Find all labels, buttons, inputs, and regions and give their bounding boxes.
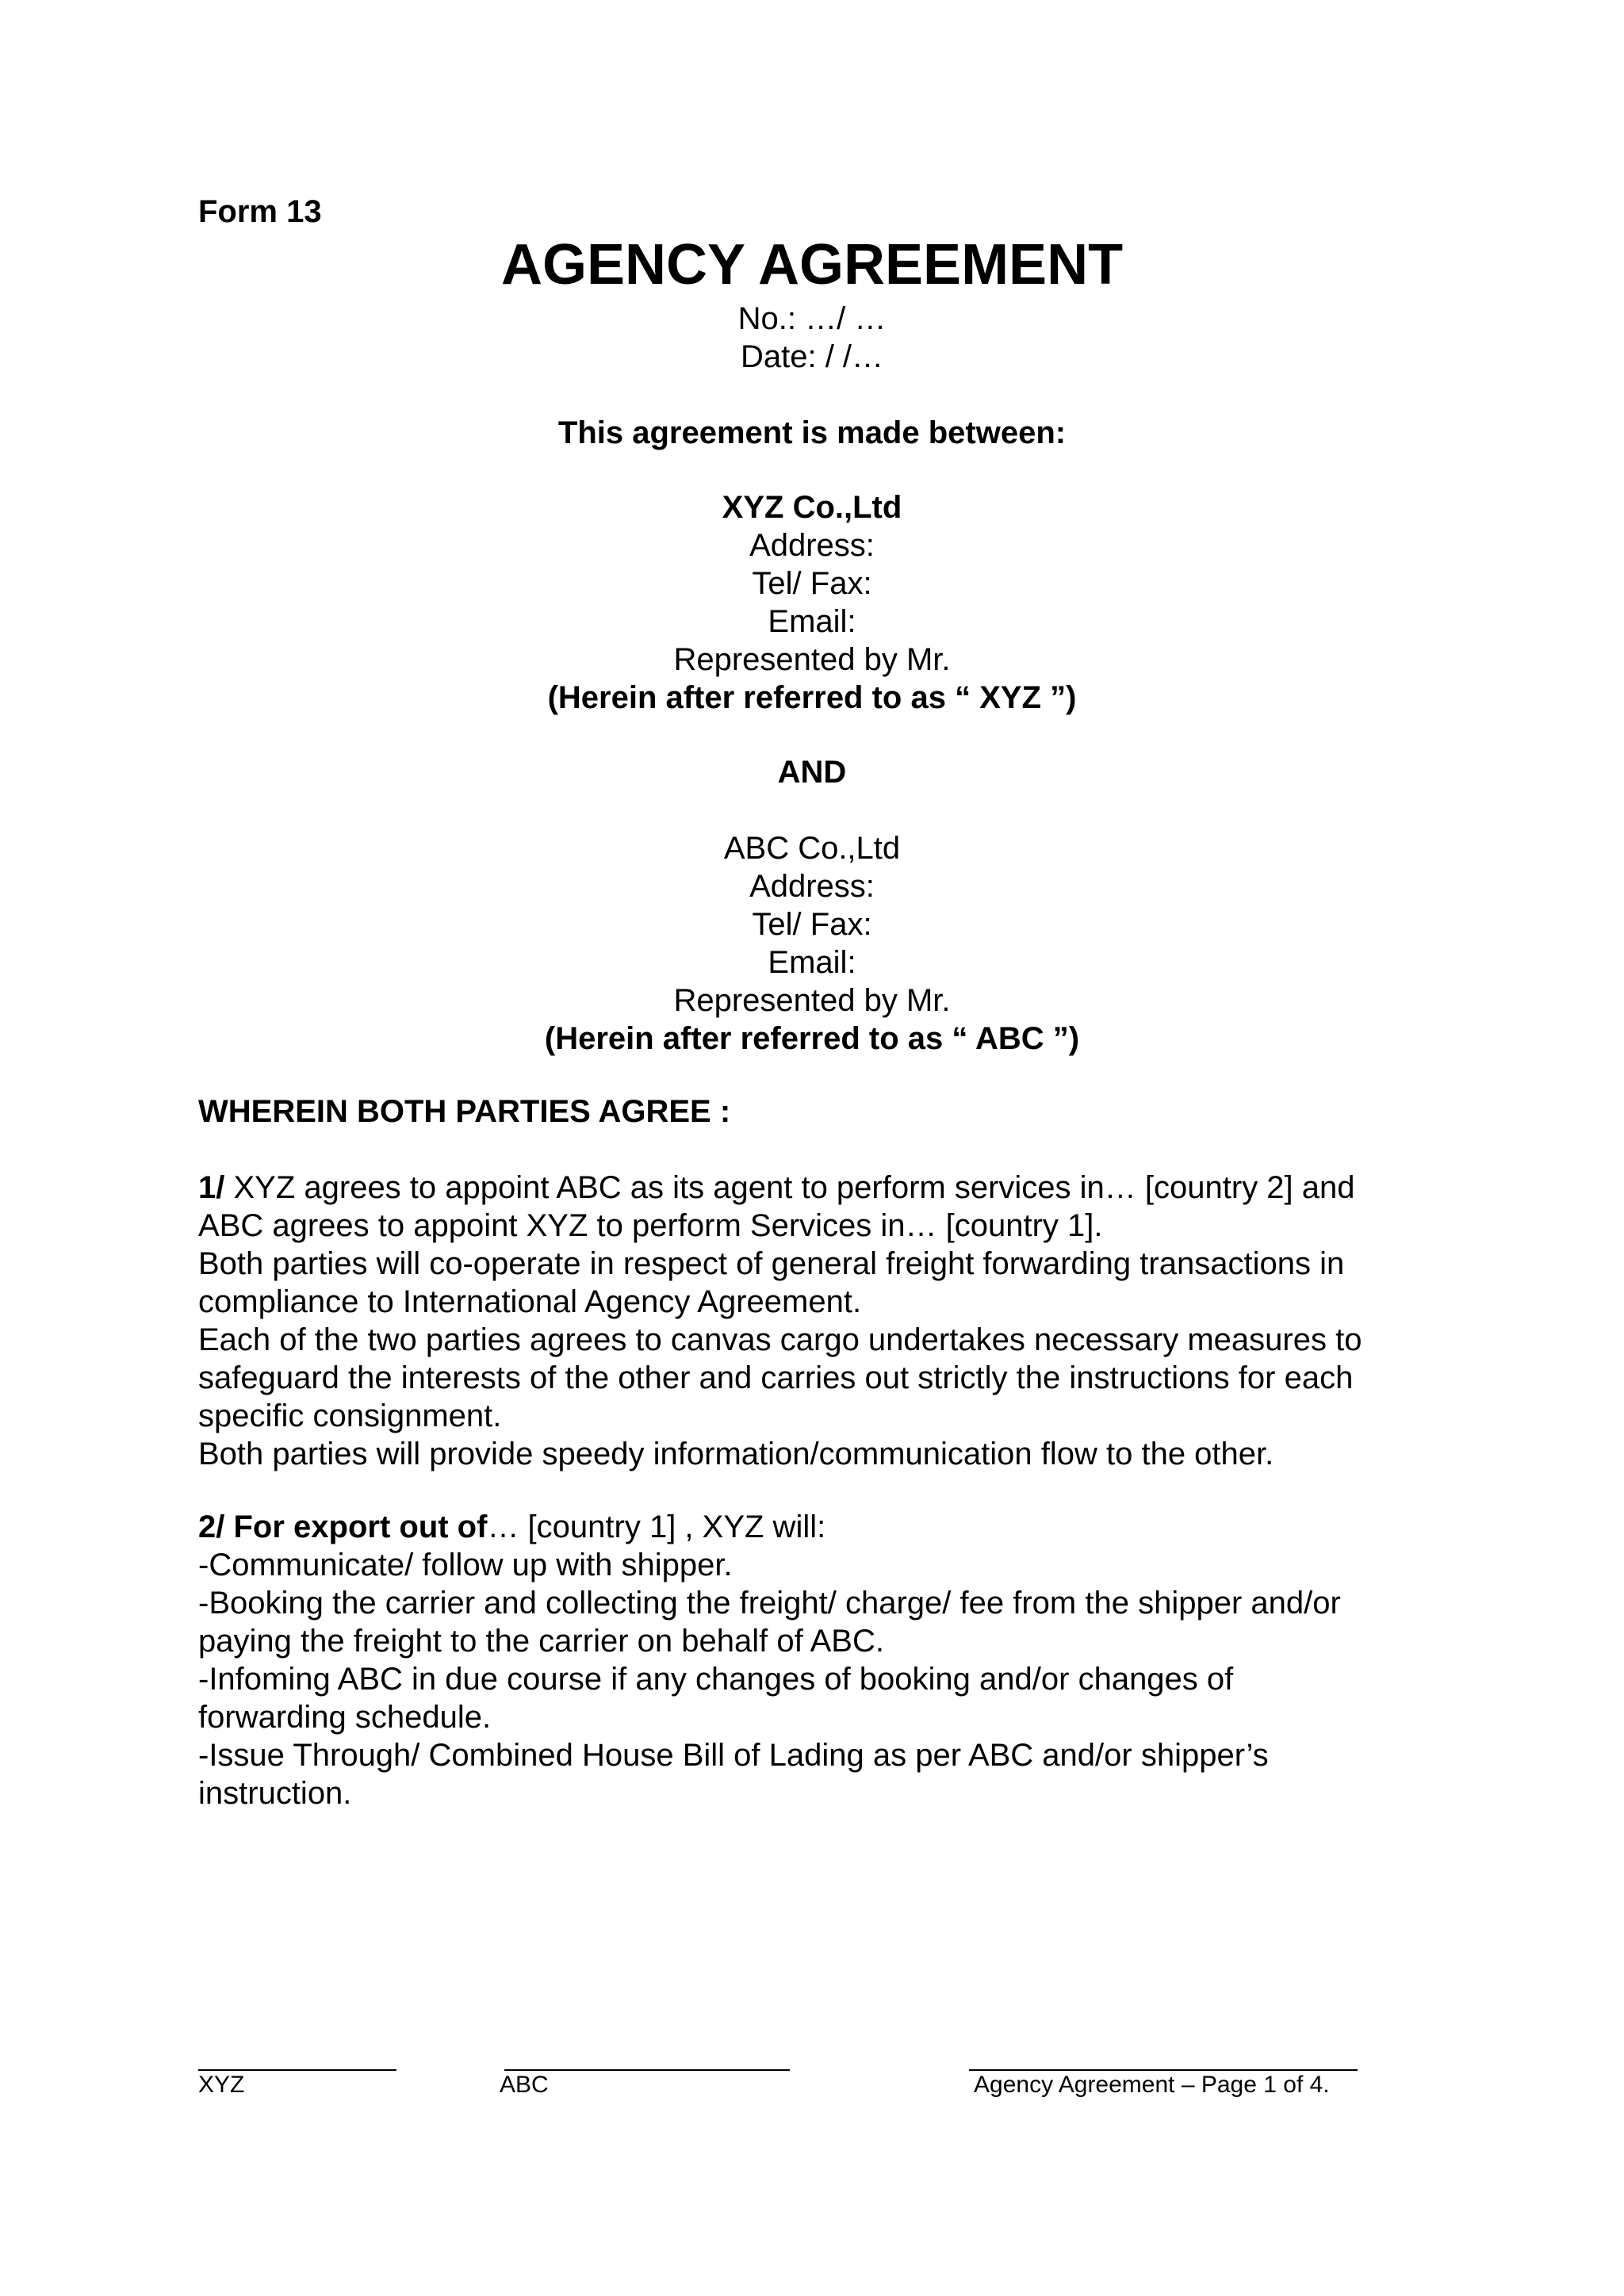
form-label: Form 13: [198, 194, 322, 229]
agreement-number: No.: …/ …: [737, 301, 887, 336]
clause-1: [198, 1169, 1435, 1473]
party-abc-referred: (Herein after referred to as “ ABC ”): [544, 1021, 1080, 1056]
clause-2-heading-rest: … [country 1] , XYZ will:: [487, 1510, 826, 1544]
party-xyz-tel: Tel/ Fax:: [752, 566, 872, 601]
clause-1-line-3: Both parties will co-operate in respect of general freight forwarding transactions in: [198, 1246, 1345, 1281]
party-abc-name: ABC Co.,Ltd: [723, 831, 901, 866]
agreement-header: [0, 300, 1624, 376]
party-abc-address: Address:: [749, 869, 875, 904]
footer-abc-label: ABC: [500, 2072, 549, 2098]
party-xyz-email: Email:: [768, 604, 856, 639]
clause-1-line-6: safeguard the interests of the other and carries out strictly the instructions for each: [198, 1360, 1354, 1395]
clause-1-line-1: XYZ agrees to appoint ABC as its agent to perform services in… [country 2] and: [224, 1170, 1355, 1205]
agreement-date: Date: / /…: [740, 339, 884, 374]
document-title: AGENCY AGREEMENT: [500, 233, 1124, 297]
clause-2-line-5: forwarding schedule.: [198, 1700, 492, 1735]
clause-1-line-8: Both parties will provide speedy information/communication flow to the other.: [198, 1437, 1274, 1471]
clause-2-heading: 2/ For export out of: [198, 1510, 488, 1544]
footer-xyz-label: XYZ: [198, 2072, 245, 2098]
party-xyz-address: Address:: [749, 528, 875, 563]
clause-1-line-7: specific consignment.: [198, 1399, 502, 1433]
clause-2: [198, 1508, 1435, 1812]
wherein-heading: WHEREIN BOTH PARTIES AGREE :: [198, 1094, 731, 1129]
party-xyz-block: [0, 488, 1624, 717]
party-xyz-represented: Represented by Mr.: [673, 642, 951, 677]
clause-1-line-4: compliance to International Agency Agreement.: [198, 1284, 862, 1319]
and-separator: AND: [777, 755, 847, 790]
party-abc-block: [0, 829, 1624, 1058]
clause-2-line-1: -Communicate/ follow up with shipper.: [198, 1548, 733, 1582]
clause-2-line-6: -Issue Through/ Combined House Bill of Lading as per ABC and/or shipper’s: [198, 1738, 1269, 1773]
clause-1-line-2: ABC agrees to appoint XYZ to perform Services in… [country 1].: [198, 1208, 1103, 1243]
party-xyz-name: XYZ Co.,Ltd: [722, 490, 902, 525]
party-abc-email: Email:: [768, 945, 856, 980]
clause-2-line-4: -Infoming ABC in due course if any changes of booking and/or changes of: [198, 1662, 1234, 1697]
clause-1-number: 1/: [198, 1170, 225, 1205]
intro-text: This agreement is made between:: [557, 415, 1067, 450]
clause-2-line-2: -Booking the carrier and collecting the freight/ charge/ fee from the shipper and/or: [198, 1586, 1341, 1621]
footer-page-label: Agency Agreement – Page 1 of 4.: [974, 2072, 1330, 2098]
party-abc-represented: Represented by Mr.: [673, 983, 951, 1018]
clause-2-line-7: instruction.: [198, 1776, 352, 1811]
party-xyz-referred: (Herein after referred to as “ XYZ ”): [547, 680, 1077, 715]
clause-2-line-3: paying the freight to the carrier on behalf of ABC.: [198, 1624, 884, 1659]
clause-1-line-5: Each of the two parties agrees to canvas cargo undertakes necessary measures to: [198, 1322, 1362, 1357]
party-abc-tel: Tel/ Fax:: [752, 907, 872, 942]
